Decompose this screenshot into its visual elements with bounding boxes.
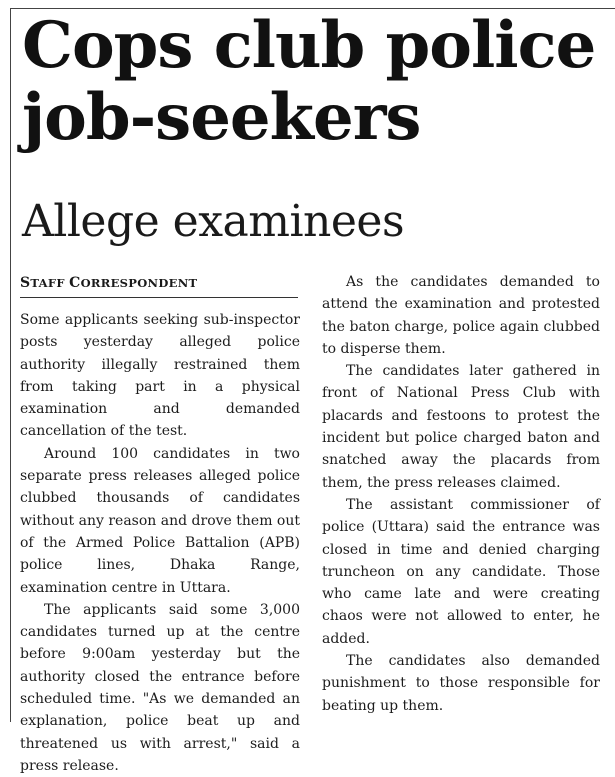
article-column-left — [20, 309, 300, 777]
paragraph: Some applicants seeking sub-inspector posts yesterday alleged police authority illegally restrained them from taking part in a physical examination and demanded cancellation of the test. — [20, 312, 300, 440]
subheadline: Allege examinees — [22, 196, 405, 247]
paragraph: The applicants said some 3,000 candidates turned up at the centre before 9:00am yesterday but the authority closed the entrance before scheduled time. "As we demanded an explanation, police beat up and threatened us with arrest," said a press release. — [20, 601, 300, 774]
paragraph: Around 100 candidates in two separate press releases alleged police clubbed thousands of candidates without any reason and drove them out of the Armed Police Battalion (APB) police lines, Dhaka Range, examination centre in Uttara. — [20, 445, 300, 596]
paragraph: As the candidates demanded to attend the examination and protested the baton charge, police again clubbed to disperse them. — [322, 274, 600, 357]
paragraph: The assistant commissioner of police (Uttara) said the entrance was closed in time and denied charging truncheon on any candidate. Those who came late and were creating chaos were not allowed to enter, he added. — [322, 496, 600, 647]
paragraph: The candidates later gathered in front of National Press Club with placards and festoons to protest the incident but police charged baton and snatched away the placards from them, the press releases claimed. — [322, 363, 600, 491]
headline: Cops club police job-seekers — [22, 8, 596, 155]
byline-render: STAFF CORRESPONDENT — [20, 275, 198, 291]
byline — [20, 275, 298, 298]
article-column-right — [322, 271, 600, 717]
paragraph: The candidates also demanded punishment to those responsible for beating up them. — [322, 653, 600, 714]
